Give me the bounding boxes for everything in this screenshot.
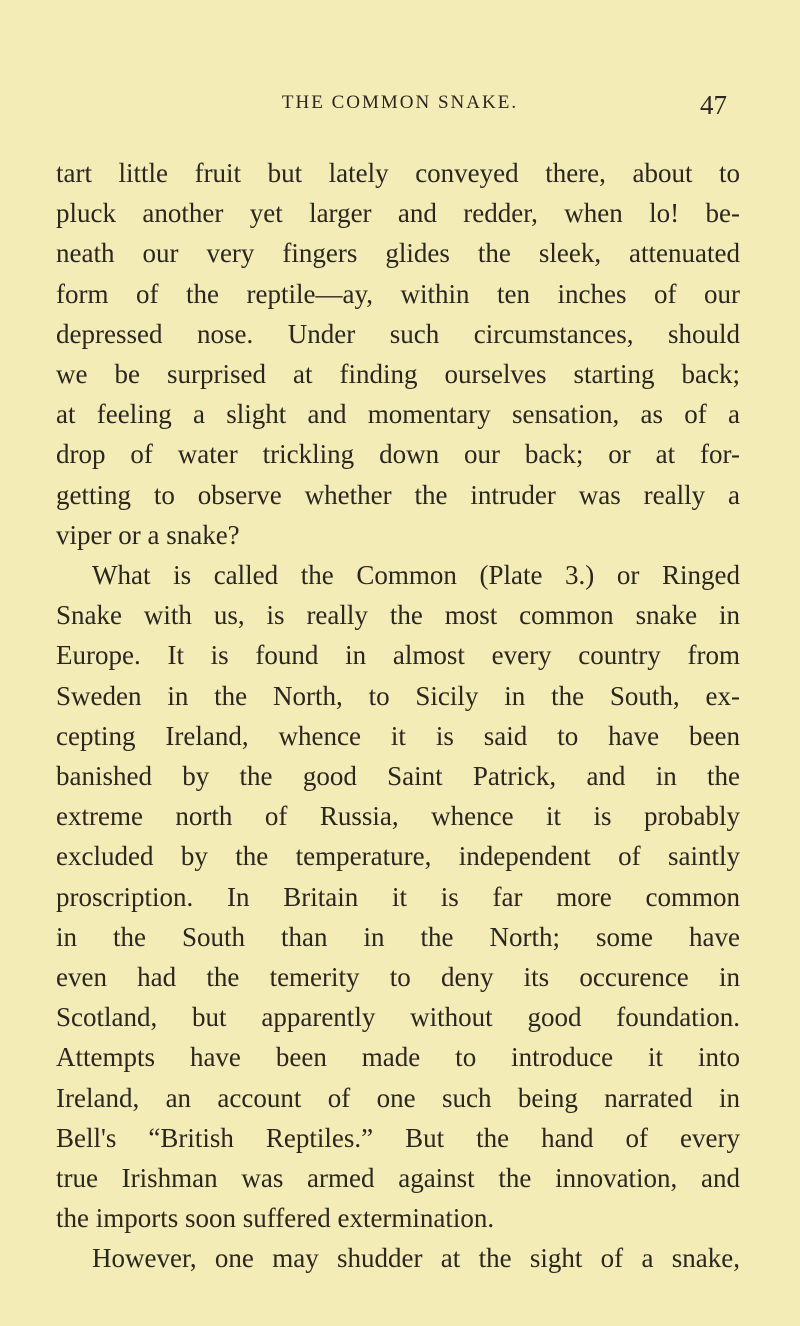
text-line: Bell's “British Reptiles.” But the hand of every (56, 1122, 740, 1153)
text-line: Sweden in the North, to Sicily in the South, ex- (56, 680, 740, 711)
text-line: even had the temerity to deny its occurence in (56, 962, 740, 992)
text-line: Attempts have been made to introduce it into (56, 1042, 740, 1073)
text-line: Snake with us, is really the most common snake in (56, 600, 740, 631)
text-line: banished by the good Saint Patrick, and in the (56, 761, 740, 791)
running-title: THE COMMON SNAKE. (281, 92, 519, 113)
text-line: tart little fruit but lately conveyed there, about to (56, 158, 740, 188)
text-line: neath our very fingers glides the sleek, attenuated (56, 238, 740, 269)
text-line: cepting Ireland, whence it is said to have been (56, 720, 740, 751)
text-line: Europe. It is found in almost every country from (56, 640, 740, 671)
text-line: at feeling a slight and momentary sensation, as of a (56, 399, 740, 430)
text-line: What is called the Common (Plate 3.) or Ringed (92, 560, 740, 590)
text-line: true Irishman was armed against the innovation, and (56, 1163, 740, 1193)
text-line: Ireland, an account of one such being narrated in (56, 1082, 740, 1113)
text-line: excluded by the temperature, independent of saintly (56, 841, 740, 872)
running-head (0, 92, 800, 122)
text-line: the imports soon suffered extermination. (56, 1203, 495, 1234)
page-number: 47 (700, 90, 727, 120)
text-line: viper or a snake? (56, 519, 240, 550)
text-line: proscription. In Britain it is far more common (56, 881, 740, 912)
text-line: drop of water trickling down our back; or at for- (56, 439, 740, 470)
text-line: getting to observe whether the intruder was really a (56, 479, 740, 510)
text-line: Scotland, but apparently without good foundation. (56, 1002, 740, 1033)
text-line: pluck another yet larger and redder, when lo! be- (56, 198, 740, 229)
text-line: depressed nose. Under such circumstances, should (56, 318, 740, 349)
text-line: we be surprised at finding ourselves starting back; (56, 359, 740, 389)
text-line: form of the reptile—ay, within ten inches of our (56, 278, 740, 309)
text-line: However, one may shudder at the sight of a snake, (92, 1243, 740, 1274)
text-line: in the South than in the North; some have (56, 921, 740, 952)
text-line: extreme north of Russia, whence it is probably (56, 801, 740, 832)
